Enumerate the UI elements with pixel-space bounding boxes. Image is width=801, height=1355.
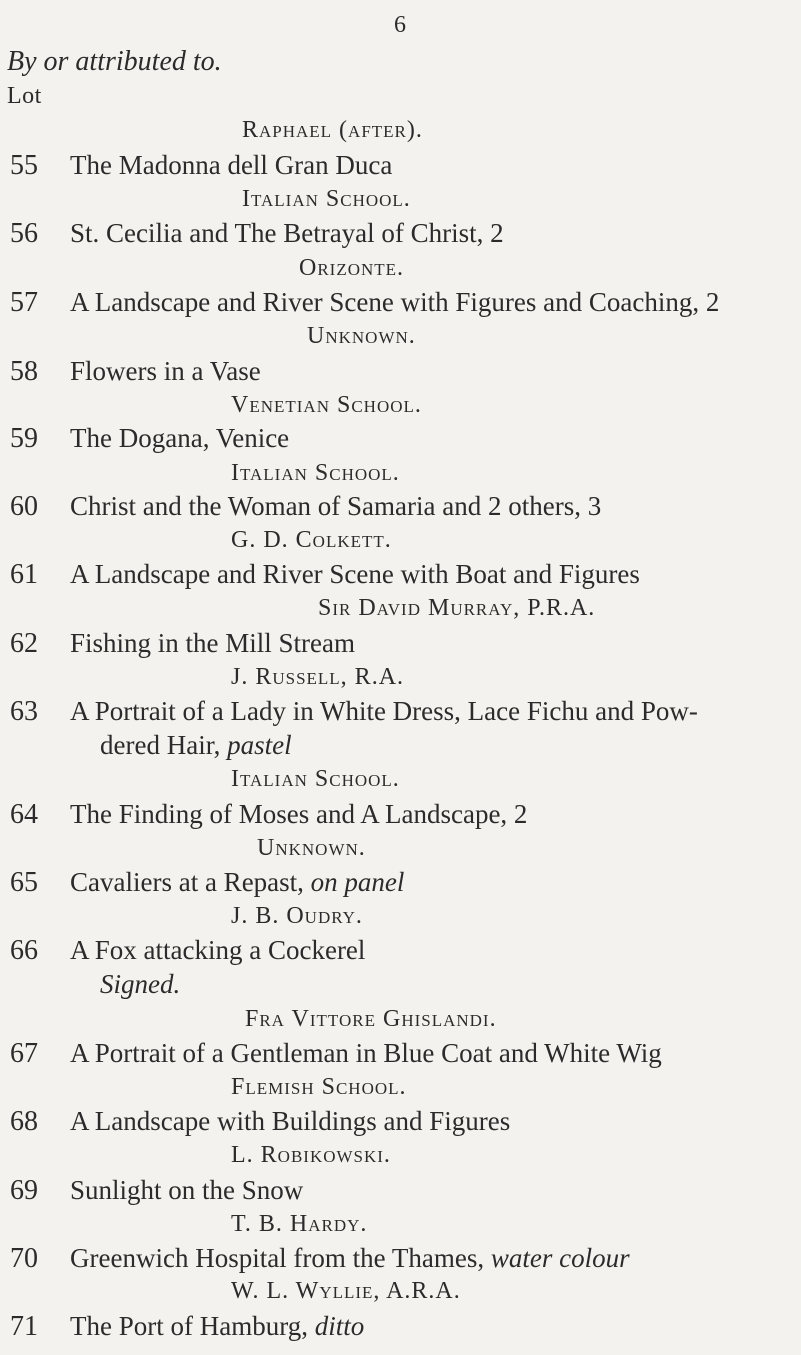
artist-line: Flemish School. (231, 1074, 407, 1100)
lot-description (70, 1311, 364, 1342)
artist-line: Italian School. (231, 766, 400, 792)
lot-description: The Madonna dell Gran Duca (70, 150, 393, 180)
lot-62 (0, 628, 801, 668)
lot-description: A Landscape and River Scene with Figures and Coaching, 2 (70, 287, 720, 317)
title-text: Cavaliers at a Repast, (70, 867, 311, 897)
lot-number: 67 (10, 1038, 38, 1069)
lot-column-label: Lot (7, 83, 42, 109)
lot-number: 61 (10, 559, 38, 590)
lot-description (70, 1243, 630, 1274)
lot-description: Flowers in a Vase (70, 356, 261, 386)
artist-line: Unknown. (257, 835, 366, 861)
lot-64 (0, 799, 801, 839)
lot-69 (0, 1175, 801, 1215)
lot-number: 64 (10, 799, 38, 830)
lot-60 (0, 491, 801, 531)
artist-line: W. L. Wyllie, A.R.A. (231, 1278, 461, 1304)
lot-description: The Dogana, Venice (70, 423, 290, 453)
lot-71 (0, 1311, 801, 1351)
lot-description: Christ and the Woman of Samaria and 2 others, 3 (70, 491, 602, 521)
lot-number: 70 (10, 1243, 38, 1274)
lot-58 (0, 356, 801, 396)
artist-line: G. D. Colkett. (231, 527, 392, 553)
lot-description: Fishing in the Mill Stream (70, 628, 356, 658)
lot-57 (0, 287, 801, 327)
lot-number: 69 (10, 1175, 38, 1206)
artist-line: J. B. Oudry. (231, 903, 363, 929)
artist-line: Unknown. (307, 323, 416, 349)
lot-number: 55 (10, 150, 38, 181)
lot-number: 56 (10, 218, 38, 249)
artist-line: Fra Vittore Ghislandi. (245, 1006, 497, 1032)
artist-line: Italian School. (242, 186, 411, 212)
page-number: 6 (394, 12, 406, 38)
lot-55 (0, 150, 801, 190)
lot-description: Sunlight on the Snow (70, 1175, 304, 1205)
lot-68 (0, 1106, 801, 1146)
lot-number: 65 (10, 867, 38, 898)
lot-description: A Landscape and River Scene with Boat and Figures (70, 559, 640, 589)
signed-note: Signed. (100, 969, 181, 999)
lot-description (70, 867, 404, 898)
lot-number: 62 (10, 628, 38, 659)
lot-number: 59 (10, 423, 38, 454)
artist-line: Venetian School. (231, 392, 422, 418)
page-header: By or attributed to. (7, 46, 222, 77)
artist-line: Raphael (after). (242, 117, 423, 143)
artist-line: Italian School. (231, 460, 400, 486)
lot-number: 66 (10, 935, 38, 966)
lot-number: 58 (10, 356, 38, 387)
lot-56 (0, 218, 801, 258)
lot-description: The Finding of Moses and A Landscape, 2 (70, 799, 528, 829)
lot-description: A Portrait of a Lady in White Dress, Lace Fichu and Pow- (70, 696, 698, 726)
lot-67 (0, 1038, 801, 1078)
lot-number: 57 (10, 287, 38, 318)
lot-65 (0, 867, 801, 907)
medium-note: water colour (490, 1243, 630, 1273)
lot-70 (0, 1243, 801, 1283)
lot-number: 60 (10, 491, 38, 522)
lot-description: St. Cecilia and The Betrayal of Christ, 2 (70, 218, 504, 248)
lot-description: A Landscape with Buildings and Figures (70, 1106, 511, 1136)
continuation-text: dered Hair, (100, 730, 228, 760)
artist-line: J. Russell, R.A. (231, 664, 405, 690)
lot-description: A Fox attacking a Cockerel (70, 935, 366, 965)
medium-note: pastel (227, 730, 292, 760)
title-text: The Port of Hamburg, (70, 1311, 315, 1341)
title-text: Greenwich Hospital from the Thames, (70, 1243, 491, 1273)
artist-line: T. B. Hardy. (231, 1211, 368, 1237)
lot-63-continuation (100, 730, 292, 761)
lot-number: 63 (10, 696, 38, 727)
artist-line: L. Robikowski. (231, 1142, 391, 1168)
medium-note: on panel (310, 867, 405, 897)
lot-number: 68 (10, 1106, 38, 1137)
lot-59 (0, 423, 801, 463)
lot-description: A Portrait of a Gentleman in Blue Coat and White Wig (70, 1038, 662, 1068)
artist-line: Sir David Murray, P.R.A. (318, 595, 596, 621)
medium-note: ditto (314, 1311, 365, 1341)
artist-line: Orizonte. (299, 255, 405, 281)
lot-61 (0, 559, 801, 599)
lot-number: 71 (10, 1311, 38, 1342)
